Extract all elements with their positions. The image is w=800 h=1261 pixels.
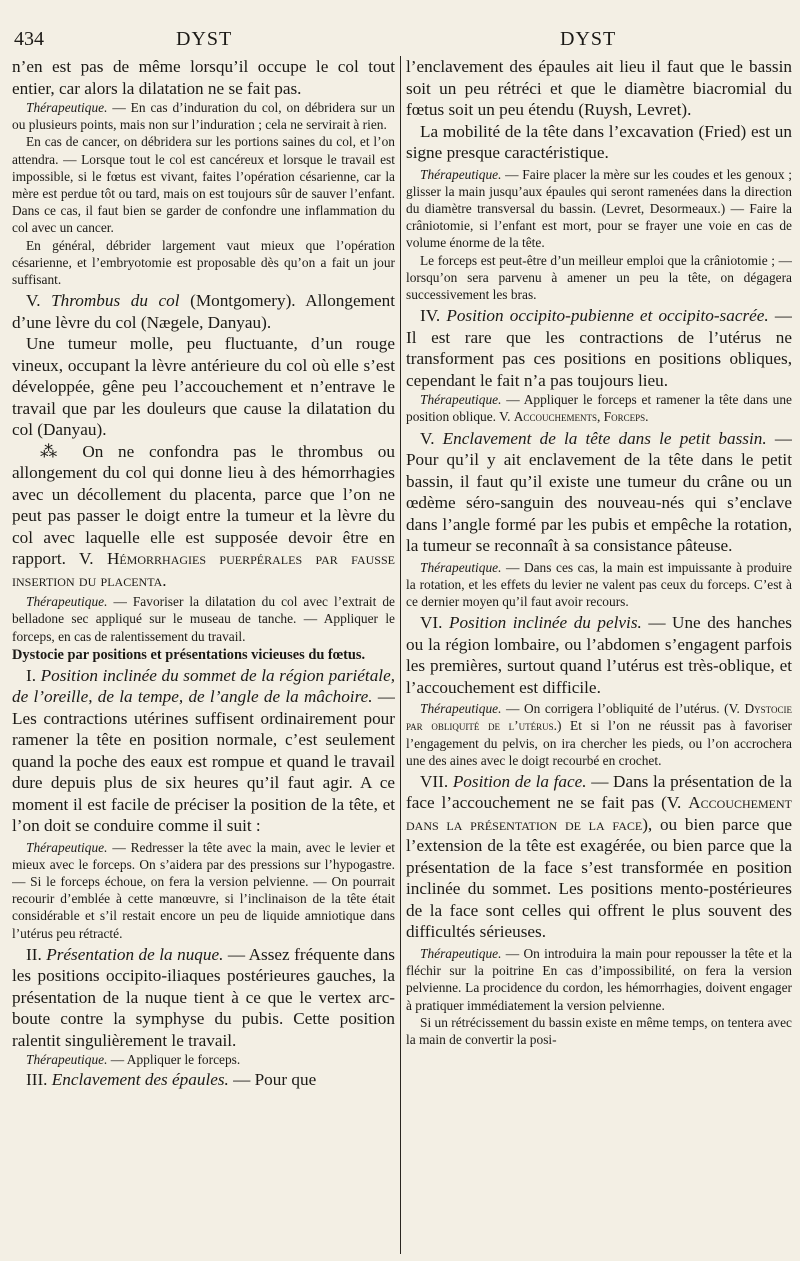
section-number: I. — [26, 665, 41, 685]
cross-reference: Accouchement dans la présentation de la face — [406, 793, 792, 834]
section-title: Position de la face. — [452, 771, 587, 791]
paragraph: Si un rétrécissement du bassin existe en même temps, on tentera avec la main de convertir la posi- — [406, 1014, 792, 1047]
therapeutique-paragraph — [406, 945, 792, 1014]
section-number: V. — [26, 291, 52, 311]
paragraph-text: (Montgomery). Allongement d’une lèvre du col (Nægele, Danyau). — [12, 291, 395, 332]
paragraph-text: — Redresser la tête avec la main, avec le levier et mieux avec le forceps. On s’aidera par des pressions sur l’hypogastre. — Si le forceps échoue, on fera la version pelvienne. — On pourrait recourir d’emblée à cette manœuvre, si l’inclinaison de la tête était considérable et s’il restait encore un peu de liquide amniotique dans l’utérus peu rétracté. — [12, 839, 395, 941]
section-title: Position inclinée du sommet de la région pariétale, de l’oreille, de la tempe, de l’angle de la mâchoire. — [12, 665, 395, 707]
paragraph: Une tumeur molle, peu fluctuante, d’un rouge vineux, occupant la lèvre antérieure du col où elle s’est développée, gêne peu l’accouchement et n’entrave le travail que par les douleurs que cause la dilatation du col (Danyau). — [12, 334, 395, 440]
section-number: VII. — [420, 771, 453, 791]
section-paragraph — [12, 290, 395, 333]
paragraph-text: — On introduira la main pour repousser la tête et la fléchir sur la poitrine En cas d’impossibilité, on fera la version pelvienne. La procidence du cordon, les hémorrhagies, doivent engager à pratiquer immédiatement la version pelvienne. — [406, 945, 792, 1013]
paragraph-text: — Assez fréquente dans les positions occipito-iliaques postérieures gauches, la présentation de la nuque tient à ce que le vertex arc-boute contre la symphyse du pubis. Cette position ralentit singulièrement le travail. — [12, 944, 395, 1050]
section-title: Enclavement des épaules. — [51, 1069, 229, 1089]
section-paragraph — [406, 612, 792, 698]
section-paragraph — [406, 771, 792, 943]
running-head-left: DYST — [176, 28, 233, 50]
page-number: 434 — [14, 28, 44, 50]
column-divider — [400, 56, 401, 1254]
paragraph-text: — Favoriser la dilatation du col avec l’extrait de belladone sec appliqué sur le museau de tanche. — Appliquer le forceps, en cas de ralentissement du travail. — [12, 594, 395, 644]
section-number: IV. — [420, 306, 447, 326]
section-paragraph — [406, 305, 792, 391]
section-title: Thrombus du col — [51, 291, 180, 311]
paragraph-text: — Pour qu’il y ait enclavement de la tête dans le petit bassin, il faut qu’il existe une tumeur du crâne ou un œdème séro-sanguin des nouveau-nés qui s’enclave dans l’angle formé par les pubis et empêche la rotation, la tumeur se reconnaît à sa consistance pâteuse. — [406, 428, 792, 556]
paragraph-text: — Pour que — [228, 1069, 317, 1089]
section-number: VI. — [420, 613, 449, 633]
therapeutique-paragraph — [12, 593, 395, 645]
section-number: II. — [26, 944, 47, 964]
therapeutique-label: Thérapeutique. — [420, 392, 502, 408]
paragraph-text: — Faire placer la mère sur les coudes et les genoux ; glisser la main jusqu’aux épaules qui seront ramenées dans la direction du diamètre transversal du bassin. (Levret, Desormeaux.) — Faire la crâniotomie, si l’enfant est mort, pour se frayer une voie en cas de volume énorme de la tête. — [406, 166, 792, 251]
right-column — [406, 56, 792, 1254]
section-paragraph — [12, 1069, 395, 1091]
paragraph-text: ), ou bien parce que l’extension de la tête est exagérée, ou bien parce que la présentation de la face s’est transformée en position inclinée du sommet. Les positions mento-postérieures de la face sont celles qui offrent le plus souvent des difficultés sérieuses. — [406, 814, 792, 942]
therapeutique-paragraph — [406, 166, 792, 252]
therapeutique-label: Thérapeutique. — [26, 1052, 108, 1068]
therapeutique-label: Thérapeutique. — [420, 701, 502, 717]
section-title: Position occipito-pubienne et occipito-sacrée. — [446, 306, 769, 326]
section-title: Présentation de la nuque. — [46, 944, 224, 964]
cross-reference: Hémorrhagies puerpérales par fausse insertion du placenta. — [12, 549, 395, 590]
therapeutique-paragraph — [12, 839, 395, 942]
paragraph-text: — Dans ces cas, la main est impuissante à produire la rotation, et les effets du levier ne valent pas ceux du forceps. C’est à ce dernier moyen qu’il faut avoir recours. — [406, 559, 792, 609]
paragraph: La mobilité de la tête dans l’excavation (Fried) est un signe presque caractéristique. — [406, 121, 792, 162]
paragraph-text: — Les contractions utérines suffisent ordinairement pour ramener la tête en position normale, c’est seulement quand la poche des eaux est rompue et quand le travail dure depuis plus de six heures qu’il faut agir. A ce moment il est facile de préciser la position de la tête, et l’on doit se conduire comme il suit : — [12, 687, 395, 836]
therapeutique-paragraph — [12, 1051, 395, 1068]
paragraph: l’enclavement des épaules ait lieu il faut que le bassin soit un peu rétréci et que le diamètre biacromial du fœtus soit un peu étendu (Ruysh, Levret). — [406, 57, 792, 119]
paragraph-text: ) Et si l’on ne réussit pas à favoriser l’engagement du pelvis, on ira chercher les pieds, ou l’on accrochera une des aines avec le doigt recourbé en crochet. — [406, 718, 792, 768]
paragraph-text: — Il est rare que les contractions de l’utérus ne transforment pas ces positions en positions obliques, cependant le fait n’a pas toujours lieu. — [406, 306, 792, 390]
therapeutique-label: Thérapeutique. — [26, 100, 108, 115]
cross-reference: Accouchements, Forceps. — [513, 409, 649, 425]
therapeutique-paragraph — [406, 391, 792, 425]
therapeutique-paragraph — [406, 559, 792, 611]
section-title: Enclavement de la tête dans le petit bassin. — [442, 428, 767, 448]
running-head-right: DYST — [560, 28, 617, 50]
therapeutique-label: Thérapeutique. — [420, 166, 502, 182]
therapeutique-label: Thérapeutique. — [26, 839, 108, 855]
paragraph-text: ⁂ On ne confondra pas le thrombus ou allongement du col qui donne lieu à des hémorrhagies avec un décollement du placenta, parce que l’on ne peut pas passer le doigt entre la tumeur et la lèvre du col avec laquelle elle est supposée devoir être en rapport. V. — [12, 441, 395, 569]
paragraph-text: — Une des hanches ou la région lombaire, ou l’abdomen s’engagent parfois les premières, surtout quand l’utérus est très-oblique, et l’accouchement est difficile. — [406, 613, 792, 697]
section-paragraph — [12, 665, 395, 837]
therapeutique-label: Thérapeutique. — [420, 945, 502, 961]
paragraph: En cas de cancer, on débridera sur les portions saines du col, et l’on attendra. — Lorsque tout le col est cancéreux et lorsque le travail est impossible, si le fœtus est vivant, faites l’opération césarienne, car la mère est perdue tôt ou tard, mais on est toujours sûr de sauver l’enfant. Dans ce cas, il faut bien se garder de confondre une inflammation du col avec un cancer. — [12, 134, 395, 236]
paragraph-text: — En cas d’induration du col, on débridera sur un ou plusieurs points, mais non sur l’induration ; cela ne servirait à rien. — [12, 100, 395, 133]
section-number: III. — [26, 1069, 52, 1089]
cross-reference: Dystocie par obliquité de l’utérus. — [406, 701, 792, 734]
paragraph: Le forceps est peut-être d’un meilleur emploi que la crâniotomie ; — lorsqu’on sera parvenu à amener un peu la tête, on dégagera successivement les bras. — [406, 252, 792, 302]
paragraph-text: — Appliquer le forceps. — [107, 1052, 241, 1068]
therapeutique-label: Thérapeutique. — [26, 594, 108, 610]
therapeutique-label: Thérapeutique. — [420, 559, 502, 575]
therapeutique-paragraph — [12, 99, 395, 133]
left-column — [12, 56, 395, 1254]
paragraph: n’en est pas de même lorsqu’il occupe le col tout entier, car alors la dilatation ne se fait pas. — [12, 57, 395, 98]
section-number: V. — [420, 428, 443, 448]
paragraph — [12, 441, 395, 592]
paragraph-text: — On corrigera l’obliquité de l’utérus. (V. — [501, 701, 745, 717]
section-title: Position inclinée du pelvis. — [448, 613, 642, 633]
paragraph-text: — Appliquer le forceps et ramener la tête dans une position oblique. V. — [406, 392, 792, 425]
section-paragraph — [406, 428, 792, 557]
section-paragraph — [12, 944, 395, 1052]
therapeutique-paragraph — [406, 700, 792, 769]
section-heading: Dystocie par positions et présentations vicieuses du fœtus. — [12, 646, 366, 663]
paragraph-text: — Dans la présentation de la face l’accouchement ne se fait pas (V. — [406, 771, 792, 813]
page-header — [0, 28, 800, 54]
paragraph: En général, débrider largement vaut mieux que l’opération césarienne, et l’embryotomie est proposable dès qu’on a fait un jour suffisant. — [12, 237, 395, 288]
